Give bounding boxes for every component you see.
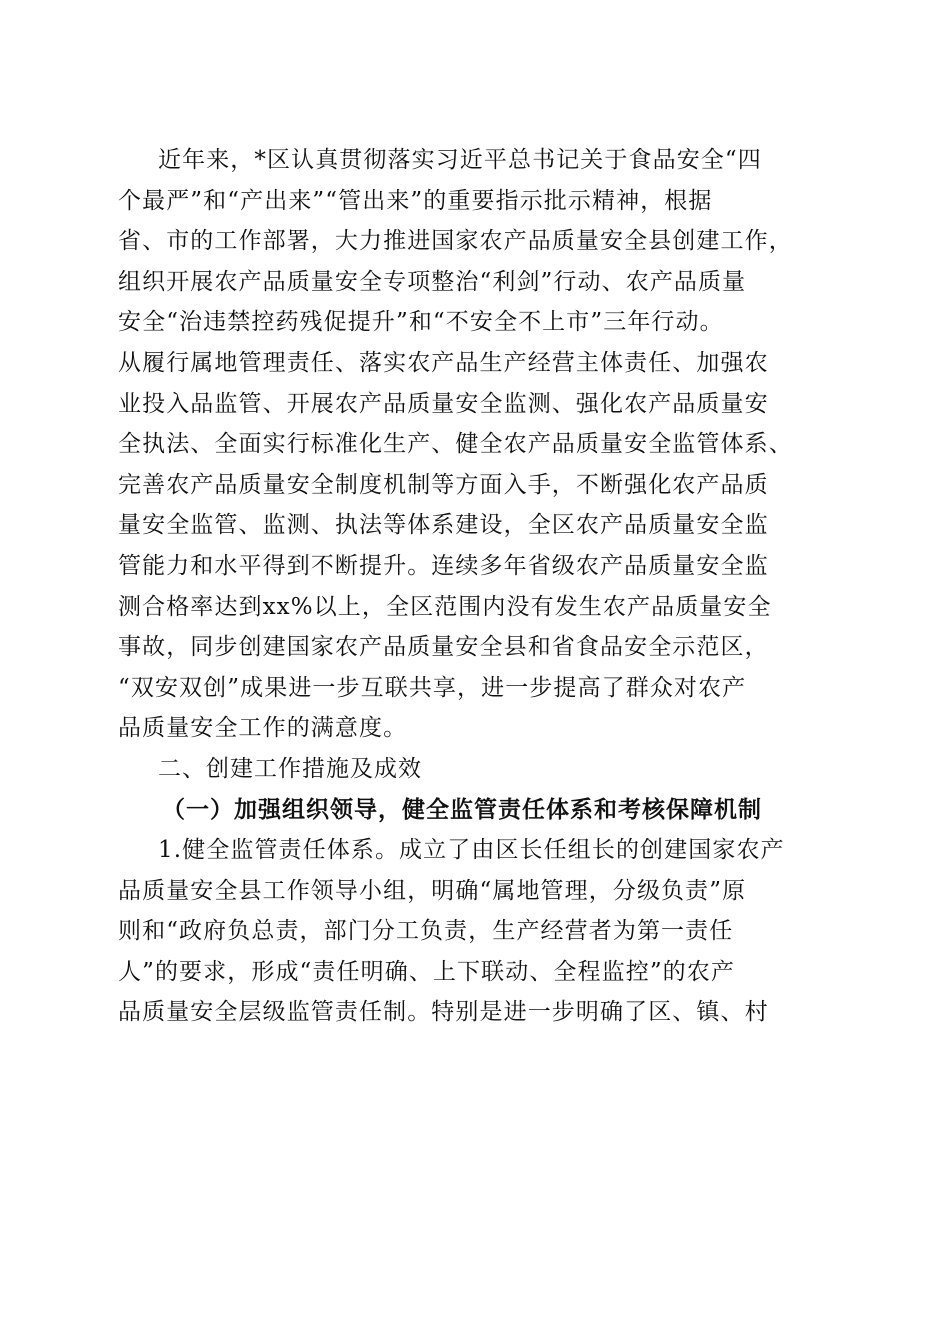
subsection-heading: （一）加强组织领导，健全监管责任体系和考核保障机制	[162, 795, 762, 823]
paragraph-line: 测合格率达到xx%以上，全区范围内没有发生农产品质量安全	[118, 593, 772, 620]
paragraph-line: 事故，同步创建国家农产品质量安全县和省食品安全示范区，	[118, 634, 769, 661]
paragraph-line: 全执法、全面实行标准化生产、健全农产品质量安全监管体系、	[118, 431, 793, 458]
paragraph-line: 量安全监管、监测、执法等体系建设，全区农产品质量安全监	[118, 512, 769, 539]
paragraph-line: 1.健全监管责任体系。成立了由区长任组长的创建国家农产	[158, 837, 785, 864]
document-page	[118, 140, 830, 1033]
paragraph-line: 品质量安全工作的满意度。	[118, 715, 408, 742]
paragraph-line: 安全“治违禁控药残促提升”和“不安全不上市”三年行动。	[118, 309, 724, 336]
paragraph-line: 组织开展农产品质量安全专项整治“利剑”行动、农产品质量	[118, 268, 747, 295]
paragraph-line: 完善农产品质量安全制度机制等方面入手，不断强化农产品质	[118, 471, 769, 498]
paragraph-line: 品质量安全层级监管责任制。特别是进一步明确了区、镇、村	[118, 999, 769, 1026]
paragraph-line: “双安双创”成果进一步互联共享，进一步提高了群众对农产	[118, 674, 747, 701]
paragraph-line: 人”的要求，形成“责任明确、上下联动、全程监控”的农产	[118, 958, 735, 985]
section-heading: 二、创建工作措施及成效	[158, 755, 422, 782]
paragraph-line: 则和“政府负总责，部门分工负责，生产经营者为第一责任	[118, 918, 734, 945]
paragraph-line: 品质量安全县工作领导小组，明确“属地管理，分级负责”原	[118, 877, 747, 904]
paragraph-line: 管能力和水平得到不断提升。连续多年省级农产品质量安全监	[118, 552, 769, 579]
paragraph-line: 从履行属地管理责任、落实农产品生产经营主体责任、加强农	[118, 349, 769, 376]
measures-paragraph	[118, 830, 830, 1033]
paragraph-line: 省、市的工作部署，大力推进国家农产品质量安全县创建工作，	[118, 228, 793, 255]
paragraph-line: 近年来，*区认真贯彻落实习近平总书记关于食品安全“四	[158, 147, 762, 173]
intro-paragraph	[118, 140, 830, 749]
paragraph-line: 业投入品监管、开展农产品质量安全监测、强化农产品质量安	[118, 390, 769, 417]
paragraph-line: 个最严”和“产出来”“管出来”的重要指示批示精神，根据	[118, 187, 713, 214]
